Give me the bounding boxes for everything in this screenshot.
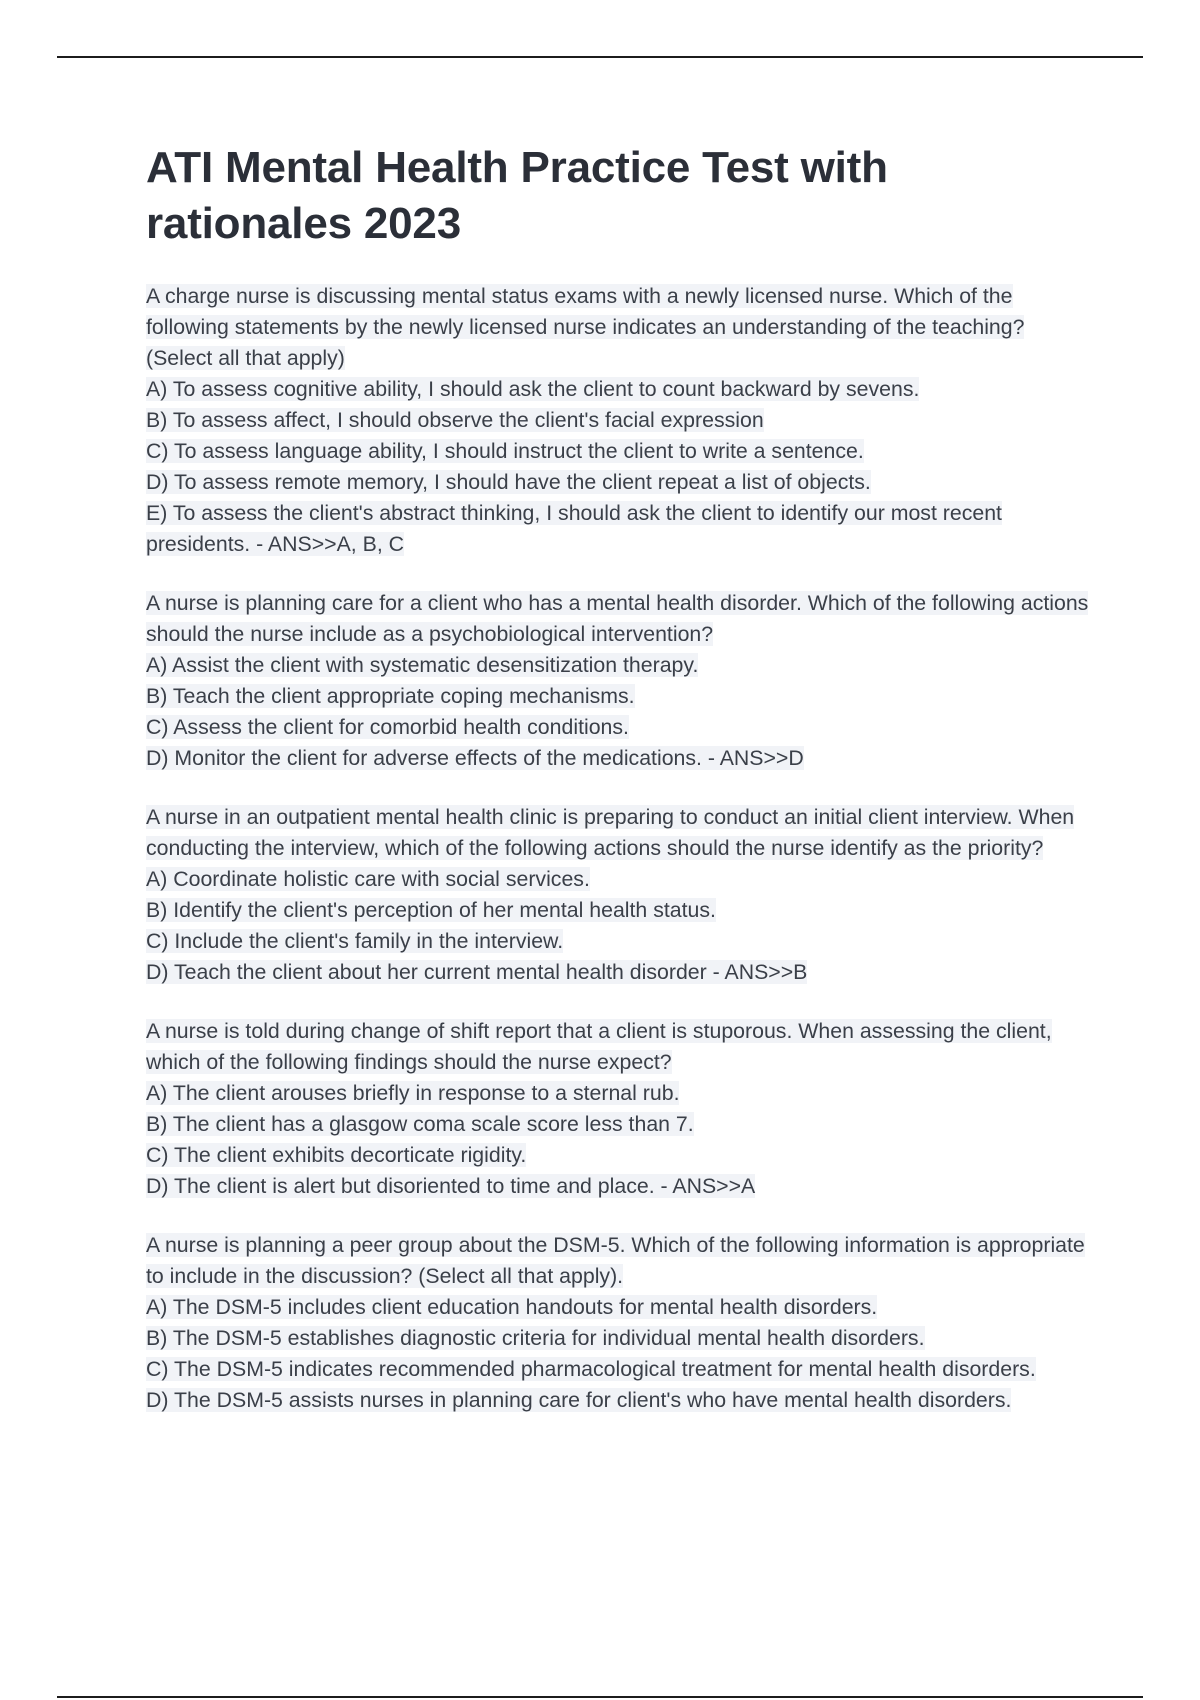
answer-option: B) The client has a glasgow coma scale score less than 7. — [146, 1112, 694, 1136]
question-3 — [146, 803, 1096, 989]
answer-option: A) The DSM-5 includes client education handouts for mental health disorders. — [146, 1295, 878, 1319]
question-stem: A charge nurse is discussing mental status exams with a newly licensed nurse. Which of the following statements by the newly licensed nurse indicates an understanding of the teaching? (Select all that apply) — [146, 284, 1025, 370]
question-stem: A nurse is planning a peer group about the DSM-5. Which of the following information is appropriate to include in the discussion? (Select all that apply). — [146, 1233, 1085, 1288]
answer-option: B) To assess affect, I should observe the client's facial expression — [146, 408, 764, 432]
question-stem: A nurse in an outpatient mental health clinic is preparing to conduct an initial client interview. When conducting the interview, which of the following actions should the nurse identify as the priority? — [146, 805, 1075, 860]
answer-option: C) Assess the client for comorbid health conditions. — [146, 715, 629, 739]
answer-option: A) Coordinate holistic care with social services. — [146, 867, 590, 891]
answer-option: A) To assess cognitive ability, I should ask the client to count backward by sevens. — [146, 377, 920, 401]
answer-option: C) To assess language ability, I should instruct the client to write a sentence. — [146, 439, 864, 463]
answer-option: A) Assist the client with systematic desensitization therapy. — [146, 653, 699, 677]
answer-option: C) The DSM-5 indicates recommended pharmacological treatment for mental health disorders. — [146, 1357, 1036, 1381]
answer-option: A) The client arouses briefly in response to a sternal rub. — [146, 1081, 680, 1105]
answer-option: E) To assess the client's abstract thinking, I should ask the client to identify our most recent presidents. - ANS>>A, B, C — [146, 501, 1002, 556]
answer-option: C) Include the client's family in the interview. — [146, 929, 564, 953]
question-2 — [146, 589, 1096, 775]
answer-option: C) The client exhibits decorticate rigidity. — [146, 1143, 527, 1167]
document-body — [146, 140, 1096, 1445]
question-5 — [146, 1231, 1096, 1417]
top-divider — [57, 56, 1143, 58]
answer-option: D) Monitor the client for adverse effects of the medications. - ANS>>D — [146, 746, 804, 770]
answer-option: D) The DSM-5 assists nurses in planning care for client's who have mental health disorders. — [146, 1388, 1012, 1412]
answer-option: D) To assess remote memory, I should have the client repeat a list of objects. — [146, 470, 871, 494]
answer-option: B) Identify the client's perception of her mental health status. — [146, 898, 716, 922]
answer-option: D) Teach the client about her current mental health disorder - ANS>>B — [146, 960, 808, 984]
question-stem: A nurse is planning care for a client who has a mental health disorder. Which of the following actions should the nurse include as a psychobiological intervention? — [146, 591, 1089, 646]
question-list — [146, 282, 1096, 1417]
question-4 — [146, 1017, 1096, 1203]
question-1 — [146, 282, 1096, 561]
bottom-divider — [57, 1696, 1143, 1698]
answer-option: D) The client is alert but disoriented to time and place. - ANS>>A — [146, 1174, 756, 1198]
question-stem: A nurse is told during change of shift report that a client is stuporous. When assessing the client, which of the following findings should the nurse expect? — [146, 1019, 1052, 1074]
answer-option: B) The DSM-5 establishes diagnostic criteria for individual mental health disorders. — [146, 1326, 925, 1350]
answer-option: B) Teach the client appropriate coping mechanisms. — [146, 684, 635, 708]
document-title: ATI Mental Health Practice Test with rationales 2023 — [146, 143, 888, 248]
